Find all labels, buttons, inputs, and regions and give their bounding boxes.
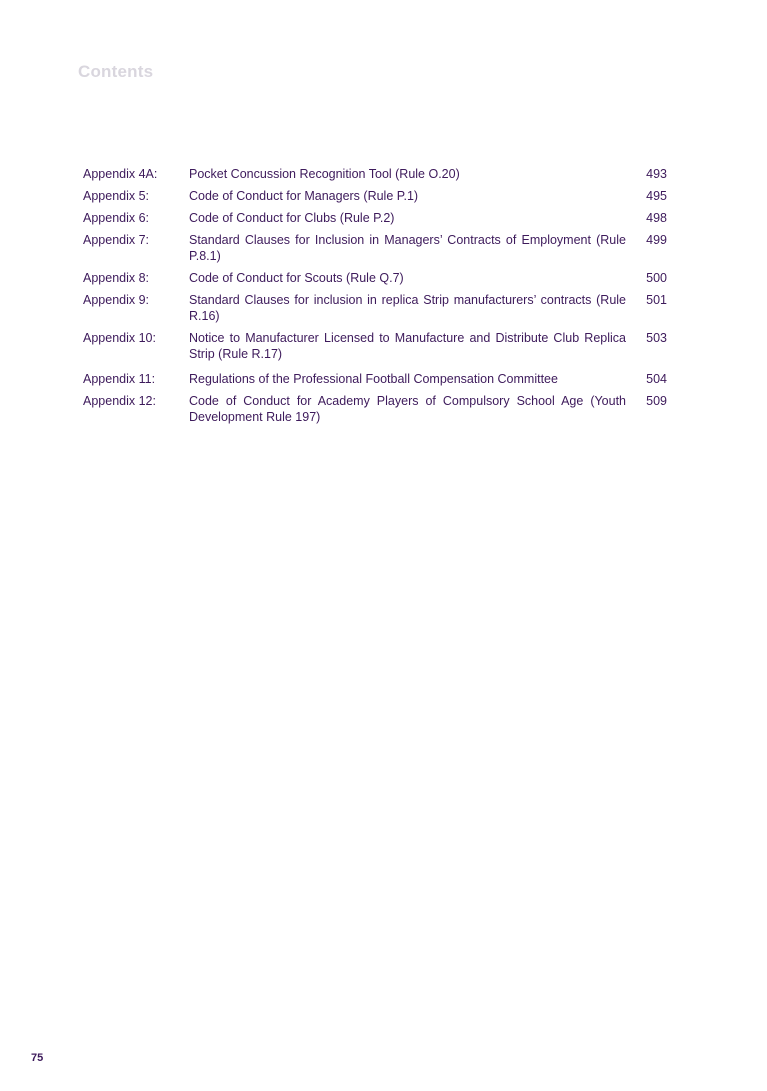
- toc-row-appendix-9[interactable]: [83, 292, 673, 324]
- toc-row-appendix-12[interactable]: [83, 393, 673, 425]
- toc-entry-label: Appendix 4A:: [83, 167, 158, 181]
- table-of-contents: [83, 166, 673, 431]
- toc-row-appendix-7[interactable]: [83, 232, 673, 264]
- toc-entry-title: Standard Clauses for Inclusion in Managers’ Contracts of Employment (Rule P.8.1): [189, 233, 626, 263]
- toc-entry-page: 499: [646, 233, 667, 247]
- toc-entry-label: Appendix 9:: [83, 293, 150, 307]
- toc-entry-page: 501: [646, 293, 667, 307]
- toc-entry-page: 493: [646, 167, 667, 181]
- toc-entry-title: Code of Conduct for Managers (Rule P.1): [189, 189, 419, 203]
- toc-entry-title: Code of Conduct for Academy Players of Compulsory School Age (Youth Development Rule 197): [189, 394, 626, 424]
- toc-entry-label: Appendix 8:: [83, 271, 150, 285]
- toc-entry-page: 509: [646, 394, 667, 408]
- toc-entry-label: Appendix 10:: [83, 331, 156, 345]
- toc-row-appendix-5[interactable]: [83, 188, 673, 204]
- toc-entry-page: 503: [646, 331, 667, 345]
- toc-row-appendix-4a[interactable]: [83, 166, 673, 182]
- toc-entry-title: Code of Conduct for Clubs (Rule P.2): [189, 211, 395, 225]
- toc-entry-label: Appendix 7:: [83, 233, 150, 247]
- toc-entry-label: Appendix 6:: [83, 211, 150, 225]
- toc-entry-title: Code of Conduct for Scouts (Rule Q.7): [189, 271, 404, 285]
- toc-row-appendix-8[interactable]: [83, 270, 673, 286]
- toc-row-appendix-11[interactable]: [83, 371, 673, 387]
- toc-entry-label: Appendix 12:: [83, 394, 156, 408]
- page-title: Contents: [78, 62, 154, 81]
- toc-entry-page: 504: [646, 372, 667, 386]
- toc-entry-page: 498: [646, 211, 667, 225]
- toc-entry-label: Appendix 11:: [83, 372, 156, 386]
- toc-entry-title: Pocket Concussion Recognition Tool (Rule O.20): [189, 167, 460, 181]
- toc-entry-page: 495: [646, 189, 667, 203]
- toc-row-appendix-10[interactable]: [83, 330, 673, 362]
- toc-entry-page: 500: [646, 271, 667, 285]
- toc-entry-title: Notice to Manufacturer Licensed to Manufacture and Distribute Club Replica Strip (Rule R.17): [189, 331, 626, 361]
- toc-entry-title: Standard Clauses for inclusion in replica Strip manufacturers’ contracts (Rule R.16): [189, 293, 626, 323]
- page-number: 75: [31, 1052, 44, 1064]
- toc-entry-title: Regulations of the Professional Football Compensation Committee: [189, 372, 558, 386]
- toc-entry-label: Appendix 5:: [83, 189, 150, 203]
- toc-row-appendix-6[interactable]: [83, 210, 673, 226]
